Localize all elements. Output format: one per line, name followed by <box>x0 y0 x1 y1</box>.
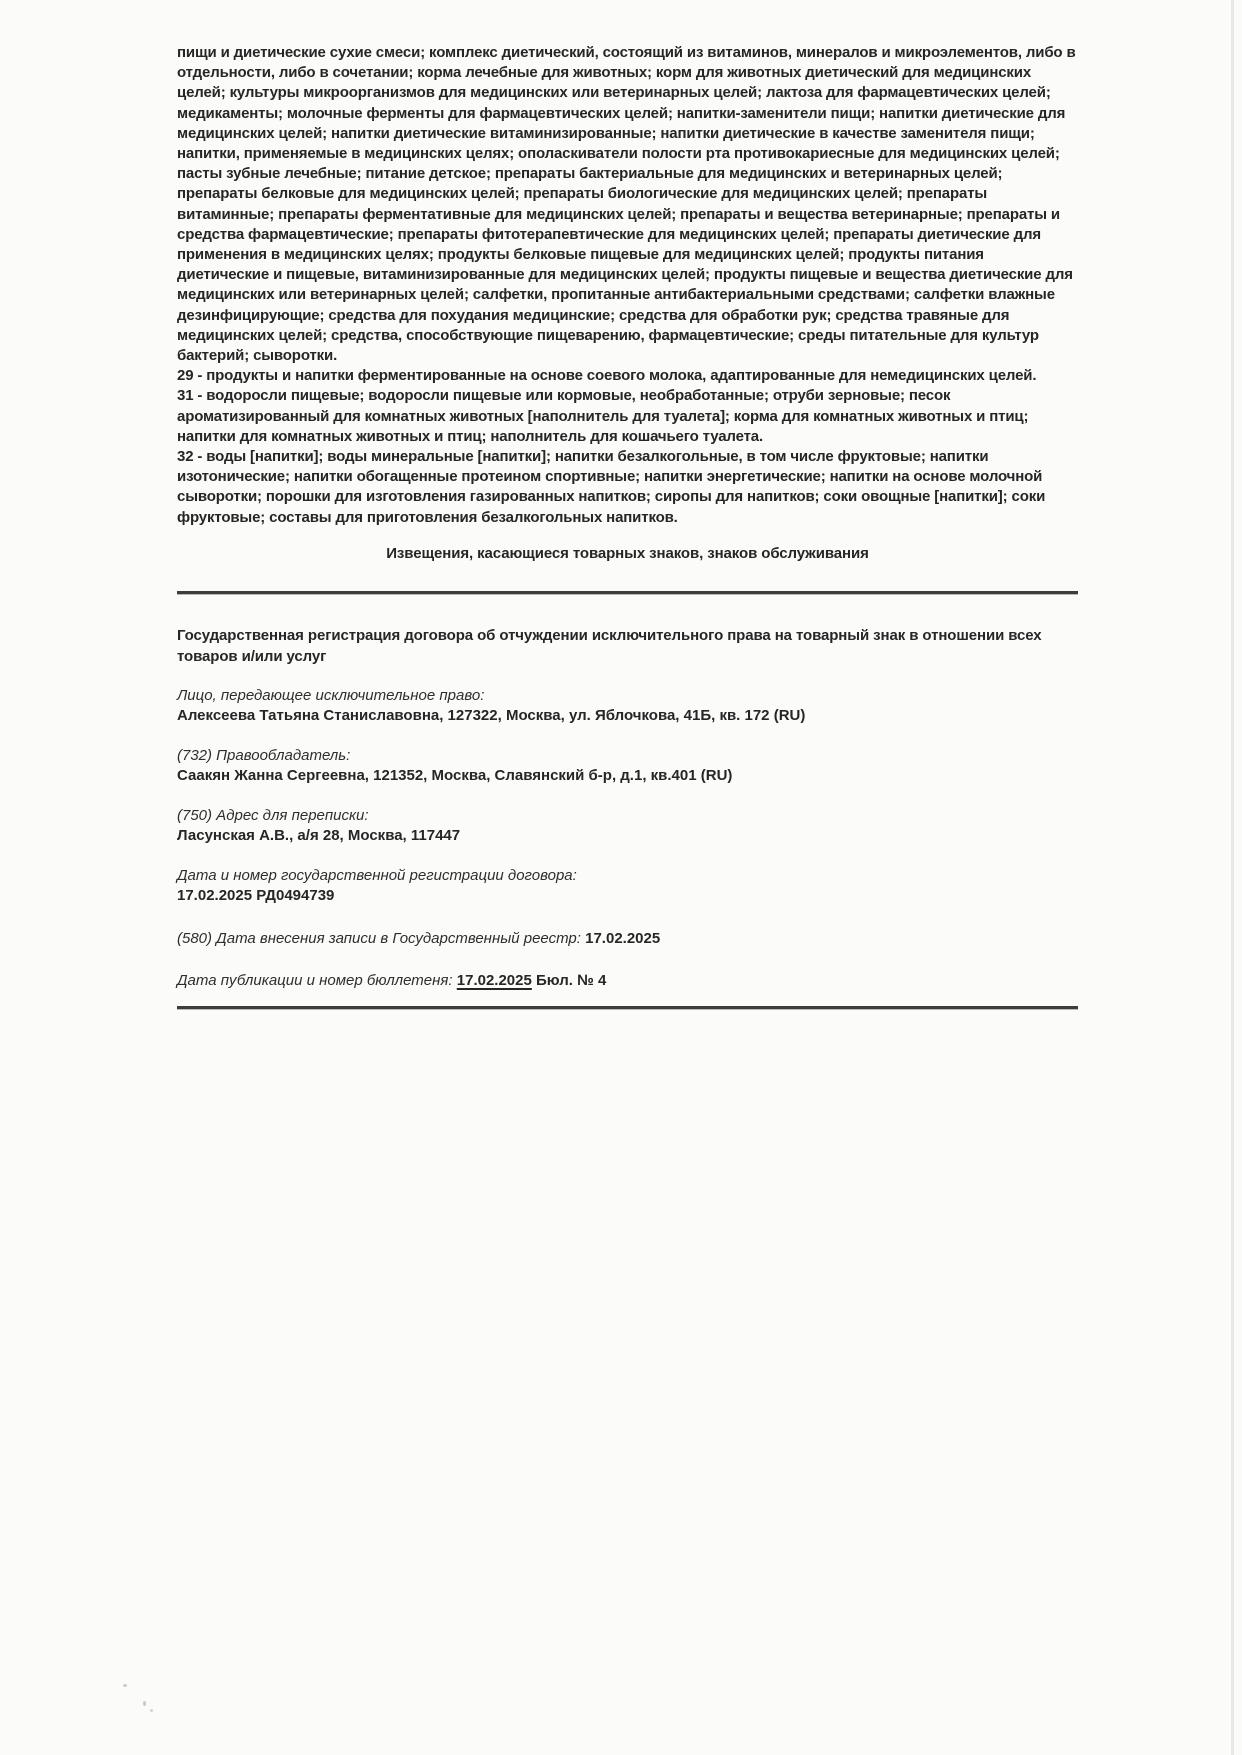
field-transferor-label: Лицо, передающее исключительное право: <box>177 686 485 704</box>
scan-speck <box>143 1701 146 1706</box>
field-contract-registration-label: Дата и номер государственной регистрации договора: <box>177 866 577 884</box>
field-rightholder-label: (732) Правообладатель: <box>177 746 351 764</box>
field-publication-bulletin-number: Бюл. № 4 <box>536 972 607 990</box>
field-correspondence-label: (750) Адрес для переписки: <box>177 806 369 824</box>
horizontal-rule-bottom <box>177 1006 1078 1009</box>
goods-class-29: 29 - продукты и напитки ферментированные на основе соевого молока, адаптированные для немедицинских целей. <box>177 367 1037 385</box>
field-register-entry-value: 17.02.2025 <box>585 929 661 947</box>
field-register-entry-date-580 <box>177 929 1078 950</box>
scan-speck <box>150 1709 153 1712</box>
field-correspondence-value: Ласунская А.В., а/я 28, Москва, 117447 <box>177 827 461 845</box>
notices-section-heading: Извещения, касающиеся товарных знаков, знаков обслуживания <box>386 544 869 562</box>
field-correspondence-address-750 <box>177 806 1078 847</box>
field-publication-date-value: 17.02.2025 <box>456 972 532 990</box>
scan-speck <box>123 1684 127 1687</box>
field-rightholder-value: Саакян Жанна Сергеевна, 121352, Москва, Славянский б-р, д.1, кв.401 (RU) <box>177 767 733 785</box>
field-rightholder-732 <box>177 746 1078 787</box>
field-publication-label: Дата публикации и номер бюллетеня: <box>177 972 453 990</box>
field-contract-registration-value: 17.02.2025 РД0494739 <box>177 887 335 905</box>
notice-title: Государственная регистрация договора об отчуждении исключительного права на товарный знак в отношении всех товаров и/или услуг <box>177 626 1042 665</box>
field-transferor-value: Алексеева Татьяна Станиславовна, 127322, Москва, ул. Яблочкова, 41Б, кв. 172 (RU) <box>177 707 806 725</box>
document-content-column <box>177 0 1078 1009</box>
field-publication-date <box>177 971 1078 992</box>
goods-class-32: 32 - воды [напитки]; воды минеральные [напитки]; напитки безалкогольные, в том числе фруктовые; напитки изотонические; напитки обогащенные протеином спортивные; напитки энергетические; напитки на основе молочной сыворотки; порошки для изготовления газированных напитков; сиропы для напитков; соки овощные [напитки]; соки фруктовые; составы для приготовления безалкогольных напитков. <box>177 448 1046 526</box>
scan-edge-streak <box>1231 0 1234 1755</box>
goods-class-05-continuation: пищи и диетические сухие смеси; комплекс диетический, состоящий из витаминов, минералов и микроэлементов, либо в отдельности, либо в сочетании; корма лечебные для животных; корм для животных диетический для медицинских целей; культуры микроорганизмов для медицинских или ветеринарных целей; лактоза для фармацевтических целей; медикаменты; молочные ферменты для фармацевтических целей; напитки-заменители пищи; напитки диетические для медицинских целей; напитки диетические витаминизированные; напитки диетические в качестве заменителя пищи; напитки, применяемые в медицинских целях; ополаскиватели полости рта противокариесные для медицинских целей; пасты зубные лечебные; питание детское; препараты бактериальные для медицинских и ветеринарных целей; препараты белковые для медицинских целей; препараты биологические для медицинских целей; препараты витаминные; препараты ферментативные для медицинских целей; препараты и вещества ветеринарные; препараты и средства фармацевтические; препараты фитотерапевтические для медицинских целей; препараты диетические для применения в медицинских целях; продукты белковые пищевые для медицинских целей; продукты питания диетические и пищевые, витаминизированные для медицинских целей; продукты пищевые и вещества диетические для медицинских или ветеринарных целей; салфетки, пропитанные антибактериальными средствами; салфетки влажные дезинфицирующие; средства для похудания медицинские; средства для обработки рук; средства травяные для медицинских целей; средства, способствующие пищеварению, фармацевтические; среды питательные для культур бактерий; сыворотки. <box>177 44 1076 365</box>
horizontal-rule-top <box>177 591 1078 594</box>
field-transferor <box>177 686 1078 727</box>
field-contract-registration <box>177 866 1078 907</box>
goods-class-31: 31 - водоросли пищевые; водоросли пищевые или кормовые, необработанные; отруби зерновые; песок ароматизированный для комнатных животных [наполнитель для туалета]; корма для комнатных животных и птиц; напитки для комнатных животных и птиц; наполнитель для кошачьего туалета. <box>177 387 1029 445</box>
field-register-entry-label: (580) Дата внесения записи в Государственный реестр: <box>177 929 581 947</box>
goods-services-list <box>177 43 1078 528</box>
